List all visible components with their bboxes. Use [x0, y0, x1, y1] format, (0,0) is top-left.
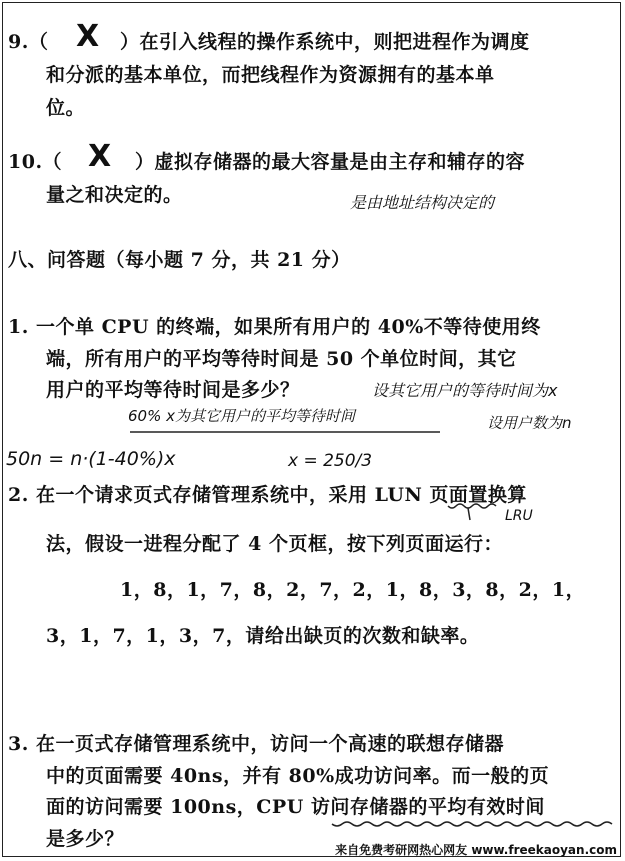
- q2-lun-arrow: [468, 508, 470, 520]
- q1-note-2: 60% x为其它用户的平均等待时间: [128, 407, 355, 425]
- q2-sequence-line2: 3，1，7，1，3，7，请给出缺页的次数和缺率。: [46, 625, 480, 647]
- q2-sequence-line1: 1，8，1，7，8，2，7，2，1，8，3，8，2，1，: [120, 579, 586, 601]
- q3-line3: 面的访问需要 100ns，CPU 访问存储器的平均有效时间: [46, 796, 545, 818]
- q2-lun-underline: [448, 504, 496, 508]
- footer-watermark: 来自免费考研网热心网友 www.freekaoyan.com: [335, 843, 617, 857]
- q1-note-5: x = 250/3: [288, 451, 373, 471]
- tf-10-handwritten-note: 是由地址结构决定的: [350, 193, 495, 212]
- tf-9-mark: X: [76, 19, 100, 54]
- q1-line1: 1. 一个单 CPU 的终端，如果所有用户的 40%不等待使用终: [8, 316, 541, 338]
- q1-note-3: 设用户数为n: [487, 414, 572, 432]
- q3-phrase-underline: [332, 822, 612, 826]
- tf-9-text-line3: 位。: [46, 97, 86, 119]
- tf-10-text-line2: 量之和决定的。: [46, 184, 183, 206]
- q3-line1: 3. 在一页式存储管理系统中，访问一个高速的联想存储器: [8, 733, 504, 755]
- q3-line2: 中的页面需要 40ns，并有 80%成功访问率。而一般的页: [46, 765, 550, 787]
- q2-line1: 2. 在一个请求页式存储管理系统中，采用 LUN 页面置换算: [8, 484, 527, 506]
- q1-note-4: 50n = n·(1-40%)x: [6, 448, 176, 470]
- tf-10-mark: X: [88, 139, 112, 174]
- q3-line4: 是多少？: [46, 828, 125, 850]
- q1-note-1: 设其它用户的等待时间为x: [372, 381, 558, 400]
- q1-line2: 端，所有用户的平均等待时间是 50 个单位时间，其它: [46, 348, 517, 370]
- q1-line3: 用户的平均等待时间是多少？: [46, 379, 300, 401]
- tf-9-text-line1: ）在引入线程的操作系统中，则把进程作为调度: [120, 31, 530, 53]
- tf-10-text-line1: ）虚拟存储器的最大容量是由主存和辅存的容: [135, 151, 526, 173]
- section-title: 八、问答题（每小题 7 分，共 21 分）: [8, 249, 351, 271]
- tf-9-number: 9.（: [8, 31, 49, 53]
- tf-9-text-line2: 和分派的基本单位，而把线程作为资源拥有的基本单: [46, 64, 495, 86]
- tf-10-number: 10.（: [8, 151, 63, 173]
- q2-note-lru: LRU: [505, 508, 533, 524]
- q2-line2: 法，假设一进程分配了 4 个页框，按下列页面运行：: [46, 533, 503, 555]
